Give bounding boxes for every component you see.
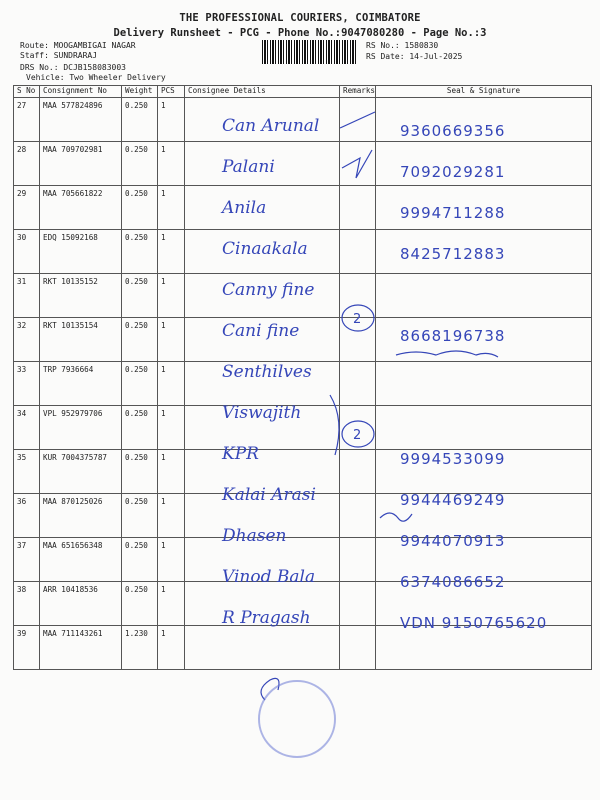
cell-pcs: 1 <box>158 142 185 186</box>
cell-pcs: 1 <box>158 626 185 670</box>
cell-remarks <box>340 274 376 318</box>
cell-weight: 0.250 <box>122 142 158 186</box>
cell-consignment-no: ARR 10418536 <box>40 582 122 626</box>
cell-remarks <box>340 538 376 582</box>
header-remarks: Remarks <box>340 86 376 98</box>
cell-seal-signature <box>376 362 592 406</box>
cell-weight: 0.250 <box>122 494 158 538</box>
table-row <box>14 626 592 670</box>
handwritten-consignee: Viswajith <box>222 403 302 423</box>
cell-sno: 31 <box>14 274 40 318</box>
cell-remarks <box>340 98 376 142</box>
cell-weight: 0.250 <box>122 406 158 450</box>
handwritten-signature: 9994533099 <box>400 450 506 468</box>
handwritten-consignee: Anila <box>222 198 267 218</box>
handwritten-consignee: Palani <box>222 157 275 177</box>
handwritten-consignee: Dhasen <box>222 526 287 546</box>
handwritten-consignee: Kalai Arasi <box>222 485 316 505</box>
cell-remarks <box>340 230 376 274</box>
cell-sno: 36 <box>14 494 40 538</box>
handwritten-signature: VDN 9150765620 <box>400 614 548 632</box>
handwritten-signature: 9360669356 <box>400 122 506 140</box>
cell-consignee-details <box>185 626 340 670</box>
header-sno: S No <box>14 86 40 98</box>
cell-weight: 0.250 <box>122 98 158 142</box>
cell-pcs: 1 <box>158 230 185 274</box>
cell-consignment-no: TRP 7936664 <box>40 362 122 406</box>
cell-weight: 0.250 <box>122 362 158 406</box>
cell-remarks <box>340 186 376 230</box>
header-pcs: PCS <box>158 86 185 98</box>
cell-weight: 0.250 <box>122 186 158 230</box>
delivery-stamp <box>258 680 336 758</box>
cell-remarks <box>340 450 376 494</box>
cell-sno: 28 <box>14 142 40 186</box>
cell-pcs: 1 <box>158 582 185 626</box>
header-consignment: Consignment No <box>40 86 122 98</box>
handwritten-signature: 9944469249 <box>400 491 506 509</box>
remark-mark: 2 <box>353 312 363 327</box>
cell-consignment-no: VPL 952979706 <box>40 406 122 450</box>
cell-pcs: 1 <box>158 98 185 142</box>
cell-consignment-no: MAA 709702981 <box>40 142 122 186</box>
cell-weight: 0.250 <box>122 450 158 494</box>
table-row <box>14 406 592 450</box>
cell-remarks <box>340 362 376 406</box>
header-weight: Weight <box>122 86 158 98</box>
cell-consignment-no: MAA 705661822 <box>40 186 122 230</box>
route-field: Route: MOOGAMBIGAI NAGAR <box>20 41 136 50</box>
cell-consignment-no: RKT 10135154 <box>40 318 122 362</box>
cell-seal-signature <box>376 274 592 318</box>
handwritten-consignee: KPR <box>222 444 259 464</box>
cell-sno: 34 <box>14 406 40 450</box>
cell-weight: 0.250 <box>122 538 158 582</box>
barcode <box>262 40 356 64</box>
handwritten-consignee: Canny fine <box>222 280 315 300</box>
cell-consignment-no: MAA 651656348 <box>40 538 122 582</box>
handwritten-consignee: Cinaakala <box>222 239 308 259</box>
table-header-row <box>14 86 592 98</box>
cell-weight: 0.250 <box>122 582 158 626</box>
cell-consignment-no: MAA 577824896 <box>40 98 122 142</box>
cell-consignment-no: EDQ 15092168 <box>40 230 122 274</box>
cell-remarks <box>340 142 376 186</box>
cell-remarks <box>340 626 376 670</box>
company-title: THE PROFESSIONAL COURIERS, COIMBATORE <box>179 12 421 24</box>
cell-weight: 0.250 <box>122 318 158 362</box>
remark-mark: 2 <box>353 428 363 443</box>
handwritten-signature: 9944070913 <box>400 532 506 550</box>
cell-consignment-no: KUR 7004375787 <box>40 450 122 494</box>
handwritten-consignee: Vinod Bala <box>222 567 316 587</box>
cell-remarks <box>340 582 376 626</box>
cell-sno: 38 <box>14 582 40 626</box>
drs-number: DRS No.: DCJB158083003 <box>20 63 126 72</box>
cell-pcs: 1 <box>158 538 185 582</box>
cell-consignment-no: RKT 10135152 <box>40 274 122 318</box>
cell-weight: 1.230 <box>122 626 158 670</box>
rs-number: RS No.: 1580830 <box>366 41 439 50</box>
handwritten-consignee: Senthilves <box>222 362 312 382</box>
cell-pcs: 1 <box>158 274 185 318</box>
cell-sno: 33 <box>14 362 40 406</box>
header-seal: Seal & Signature <box>376 86 592 98</box>
cell-pcs: 1 <box>158 450 185 494</box>
cell-remarks <box>340 494 376 538</box>
handwritten-signature: 9994711288 <box>400 204 506 222</box>
cell-sno: 35 <box>14 450 40 494</box>
cell-seal-signature <box>376 626 592 670</box>
cell-consignment-no: MAA 870125026 <box>40 494 122 538</box>
handwritten-signature: 6374086652 <box>400 573 506 591</box>
rs-date: RS Date: 14-Jul-2025 <box>366 52 463 61</box>
cell-weight: 0.250 <box>122 274 158 318</box>
cell-sno: 30 <box>14 230 40 274</box>
cell-consignment-no: MAA 711143261 <box>40 626 122 670</box>
cell-weight: 0.250 <box>122 230 158 274</box>
handwritten-signature: 8668196738 <box>400 327 506 345</box>
runsheet-subtitle: Delivery Runsheet - PCG - Phone No.:9047080280 - Page No.:3 <box>113 27 487 39</box>
staff-field: Staff: SUNDRARAJ <box>20 51 98 60</box>
cell-pcs: 1 <box>158 406 185 450</box>
cell-pcs: 1 <box>158 186 185 230</box>
cell-pcs: 1 <box>158 362 185 406</box>
cell-sno: 39 <box>14 626 40 670</box>
cell-sno: 27 <box>14 98 40 142</box>
header-consignee: Consignee Details <box>185 86 340 98</box>
handwritten-consignee: Cani fine <box>222 321 300 341</box>
handwritten-consignee: R Pragash <box>222 608 311 628</box>
vehicle-field: Vehicle: Two Wheeler Delivery <box>26 73 166 82</box>
cell-sno: 29 <box>14 186 40 230</box>
cell-pcs: 1 <box>158 318 185 362</box>
cell-seal-signature <box>376 406 592 450</box>
cell-pcs: 1 <box>158 494 185 538</box>
handwritten-signature: 8425712883 <box>400 245 506 263</box>
handwritten-signature: 7092029281 <box>400 163 506 181</box>
cell-sno: 37 <box>14 538 40 582</box>
cell-sno: 32 <box>14 318 40 362</box>
handwritten-consignee: Can Arunal <box>222 116 320 136</box>
